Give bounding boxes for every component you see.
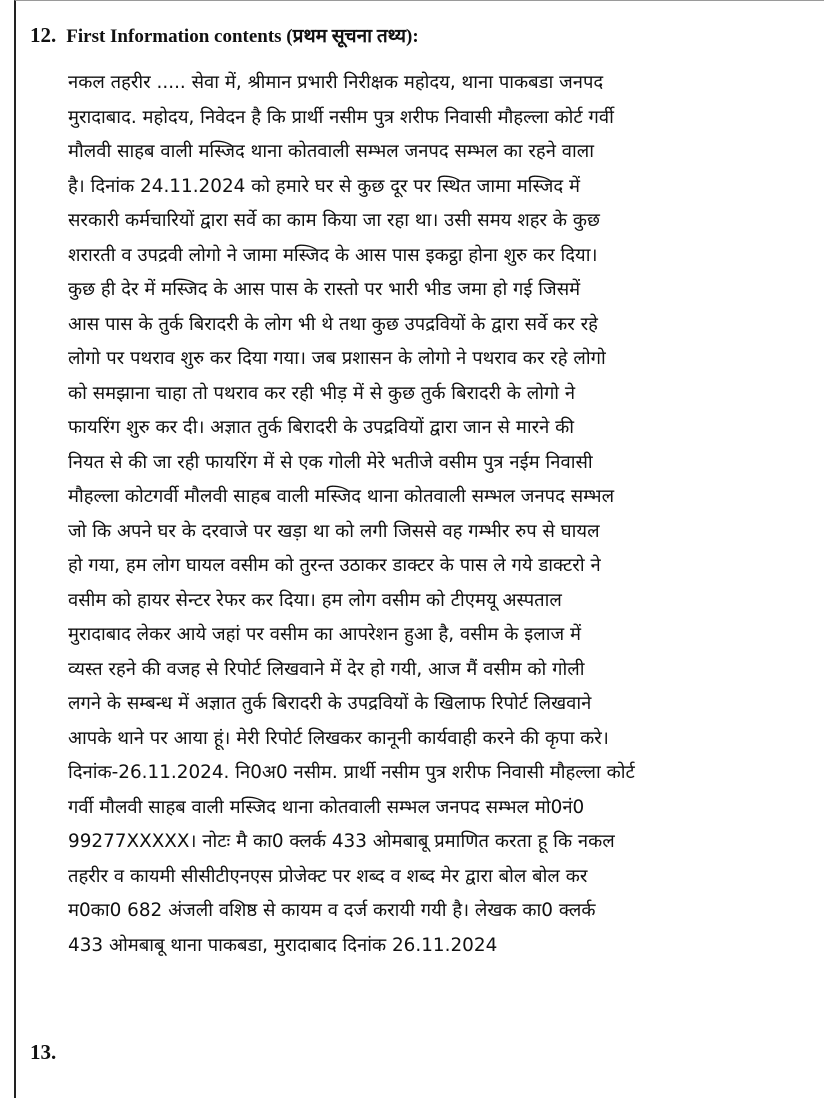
fir-text-line: लोगो पर पथराव शुरु कर दिया गया। जब प्रशासन के लोगो ने पथराव कर रहे लोगो [68,348,606,369]
section-12-title: First Information contents (प्रथम सूचना तथ्य): [66,26,419,47]
fir-text-line: नकल तहरीर ..... सेवा में, श्रीमान प्रभारी निरीक्षक महोदय, थाना पाकबडा जनपद [68,72,604,93]
section-13-number: 13. [30,1040,57,1064]
fir-text-line: 99277XXXXX। नोटः मै का0 क्लर्क 433 ओमबाबू प्रमाणित करता हू कि नकल [68,831,615,852]
fir-text-line: वसीम को हायर सेन्टर रेफर कर दिया। हम लोग वसीम को टीएमयू अस्पताल [68,589,562,611]
fir-text-line: शरारती व उपद्रवी लोगो ने जामा मस्जिद के आस पास इकट्ठा होना शुरु कर दिया। [68,244,598,266]
section-12-number: 12. [30,23,57,47]
fir-text-line: नियत से की जा रही फायरिंग में से एक गोली मेरे भतीजे वसीम पुत्र नईम निवासी [68,451,593,473]
fir-text-line: सरकारी कर्मचारियों द्वारा सर्वे का काम किया जा रहा था। उसी समय शहर के कुछ [68,210,600,231]
fir-text-line: हो गया, हम लोग घायल वसीम को तुरन्त उठाकर डाक्टर के पास ले गये डाक्टरो ने [68,555,601,576]
fir-text-line: तहरीर व कायमी सीसीटीएनएस प्रोजेक्ट पर शब्द व शब्द मेर द्वारा बोल बोल कर [68,865,588,887]
fir-text-line: व्यस्त रहने की वजह से रिपोर्ट लिखवाने में देर हो गयी, आज मैं वसीम को गोली [68,658,585,680]
fir-text-line: फायरिंग शुरु कर दी। अज्ञात तुर्क बिरादरी के उपद्रवियों द्वारा जान से मारने की [68,417,575,438]
fir-text-line: मौहल्ला कोटगर्वी मौलवी साहब वाली मस्जिद थाना कोतवाली सम्भल जनपद सम्भल [68,486,615,507]
fir-text-line: आपके थाने पर आया हूं। मेरी रिपोर्ट लिखकर कानूनी कार्यवाही करने की कृपा करे। [68,727,609,749]
fir-text-line: है। दिनांक 24.11.2024 को हमारे घर से कुछ दूर पर स्थित जामा मस्जिद में [68,175,580,197]
fir-text-line: मुरादाबाद. महोदय, निवेदन है कि प्रार्थी नसीम पुत्र शरीफ निवासी मौहल्ला कोर्ट गर्वी [68,106,614,128]
fir-text-line: मुरादाबाद लेकर आये जहां पर वसीम का आपरेशन हुआ है, वसीम के इलाज में [68,624,581,645]
fir-text-line: लगने के सम्बन्ध में अज्ञात तुर्क बिरादरी के उपद्रवियों के खिलाफ रिपोर्ट लिखवाने [68,693,592,714]
fir-text-line: म0का0 682 अंजली वशिष्ठ से कायम व दर्ज करायी गयी है। लेखक का0 क्लर्क [68,900,596,921]
fir-text-line: दिनांक-26.11.2024. नि0अ0 नसीम. प्रार्थी नसीम पुत्र शरीफ निवासी मौहल्ला कोर्ट [68,762,635,783]
section-12-heading [30,22,419,48]
fir-text-line: गर्वी मौलवी साहब वाली मस्जिद थाना कोतवाली सम्भल जनपद सम्भल मो0नं0 [68,796,585,818]
fir-text-line: कुछ ही देर में मस्जिद के आस पास के रास्तो पर भारी भीड जमा हो गई जिसमें [68,279,581,300]
fir-text-line: मौलवी साहब वाली मस्जिद थाना कोतवाली सम्भल जनपद सम्भल का रहने वाला [68,141,594,162]
fir-text-block [68,66,808,963]
fir-text-line: आस पास के तुर्क बिरादरी के लोग भी थे तथा कुछ उपद्रवियों के द्वारा सर्वे कर रहे [68,313,598,335]
fir-text-line: को समझाना चाहा तो पथराव कर रही भीड़ में से कुछ तुर्क बिरादरी के लोगो ने [68,382,576,404]
fir-text-line: जो कि अपने घर के दरवाजे पर खड़ा था को लगी जिससे वह गम्भीर रुप से घायल [68,520,600,542]
fir-text-line: 433 ओमबाबू थाना पाकबडा, मुरादाबाद दिनांक 26.11.2024 [68,934,498,956]
